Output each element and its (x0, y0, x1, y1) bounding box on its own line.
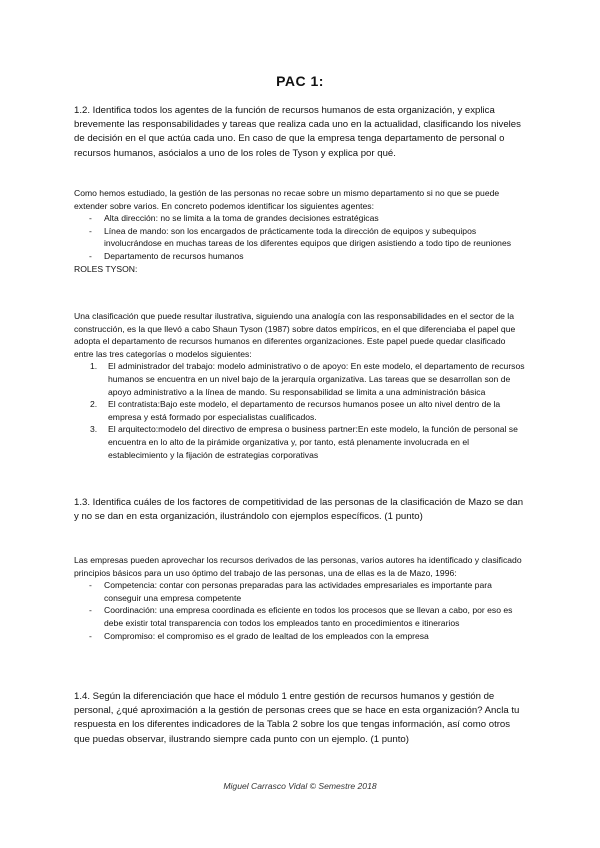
list-text: El arquitecto:modelo del directivo de empresa o business partner:En este modelo, la función de personal se encuentra en lo alto de la pirámide organizativa y, por tanto, está plenamente involucrada en el establecimiento y la fijación de estrategias corporativas (108, 424, 518, 460)
list-item (74, 398, 526, 423)
list-item (74, 423, 526, 461)
list-item: - Alta dirección: no se limita a la toma de grandes decisiones estratégicas (74, 212, 526, 225)
list-text: El administrador del trabajo: modelo administrativo o de apoyo: En este modelo, el departamento de recursos humanos se encuentra en un nivel bajo de la jerarquía organizativa. Las tareas que se desarrollan son de apoyo administrativo a la línea de mando. Su responsabilidad se limita a una administración básica (108, 361, 525, 397)
list-item: - Compromiso: el compromiso es el grado de lealtad de los empleados con la empresa (74, 630, 526, 643)
mazo-factors-list (74, 579, 526, 642)
page-footer: Miguel Carrasco Vidal © Semestre 2018 (223, 781, 377, 791)
list-item: - Línea de mando: son los encargados de prácticamente toda la dirección de equipos y subequipos involucrándose en muchas tareas de los diferentes equipos que dirigen asistiendo a todo tipo de reuniones (74, 225, 526, 250)
list-number: 3. (90, 424, 98, 435)
roles-section (74, 310, 526, 461)
answer-1-2-intro: Como hemos estudiado, la gestión de las personas no recae sobre un mismo departamento si no que se puede extender sobre varios. En concreto podemos identificar los siguientes agentes: (74, 188, 500, 211)
list-number: 2. (90, 399, 98, 410)
answer-1-3-intro: Las empresas pueden aprovechar los recursos derivados de las personas, varios autores ha identificado y clasificado principios básicos para un uso óptimo del trabajo de las personas, una de ellas es la de Mazo, 1996: (74, 555, 522, 578)
roles-list (74, 360, 526, 461)
question-1-2: 1.2. Identifica todos los agentes de la función de recursos humanos de esta organización, y explica brevemente las responsabilidades y tareas que realiza cada uno en la actualidad, clasificando los niveles de decisión en el que actúa cada uno. En caso de que la empresa tenga departamento de personal o recursos humanos, asócialos a uno de los roles de Tyson y explica por qué. (74, 105, 521, 159)
page-title: PAC 1: (276, 73, 324, 89)
list-item: - Coordinación: una empresa coordinada es eficiente en todos los procesos que se llevan a cabo, por eso es debe existir total transparencia con todos los empleados tanto en procedimientos e itinerarios (74, 604, 526, 629)
roles-intro: Una clasificación que puede resultar ilustrativa, siguiendo una analogía con las responsabilidades en el sector de la construcción, es la que llevó a cabo Shaun Tyson (1987) sobre datos empíricos, en el que diferenciaba el papel que adopta el departamento de recursos humanos en diferentes organizaciones. Este papel puede quedar clasificado entre las tres categorías o modelos siguientes: (74, 311, 516, 359)
list-item: - Departamento de recursos humanos (74, 250, 526, 263)
answer-1-3 (74, 554, 526, 642)
roles-heading: ROLES TYSON: (74, 263, 138, 274)
answer-1-2 (74, 187, 526, 275)
agents-list (74, 212, 526, 262)
question-1-3: 1.3. Identifica cuáles de los factores de competitividad de las personas de la clasificación de Mazo se dan y no se dan en esta organización, ilustrándolo con ejemplos específicos. (1 punto) (74, 497, 524, 523)
list-text: El contratista:Bajo este modelo, el departamento de recursos humanos posee un alto nivel dentro de la empresa y está formado por especialistas cualificados. (108, 399, 501, 422)
list-item (74, 360, 526, 398)
list-item: - Competencia: contar con personas preparadas para las actividades empresariales es importante para conseguir una empresa competente (74, 579, 526, 604)
list-number: 1. (90, 361, 98, 372)
question-1-4: 1.4. Según la diferenciación que hace el módulo 1 entre gestión de recursos humanos y gestión de personal, ¿qué aproximación a la gestión de personas crees que se hace en esta organización? Ancla tu respuesta en los diferentes indicadores de la Tabla 2 sobre los que tengas información, así como otros que puedas observar, ilustrando siempre cada punto con un ejemplo. (1 punto) (74, 691, 520, 745)
